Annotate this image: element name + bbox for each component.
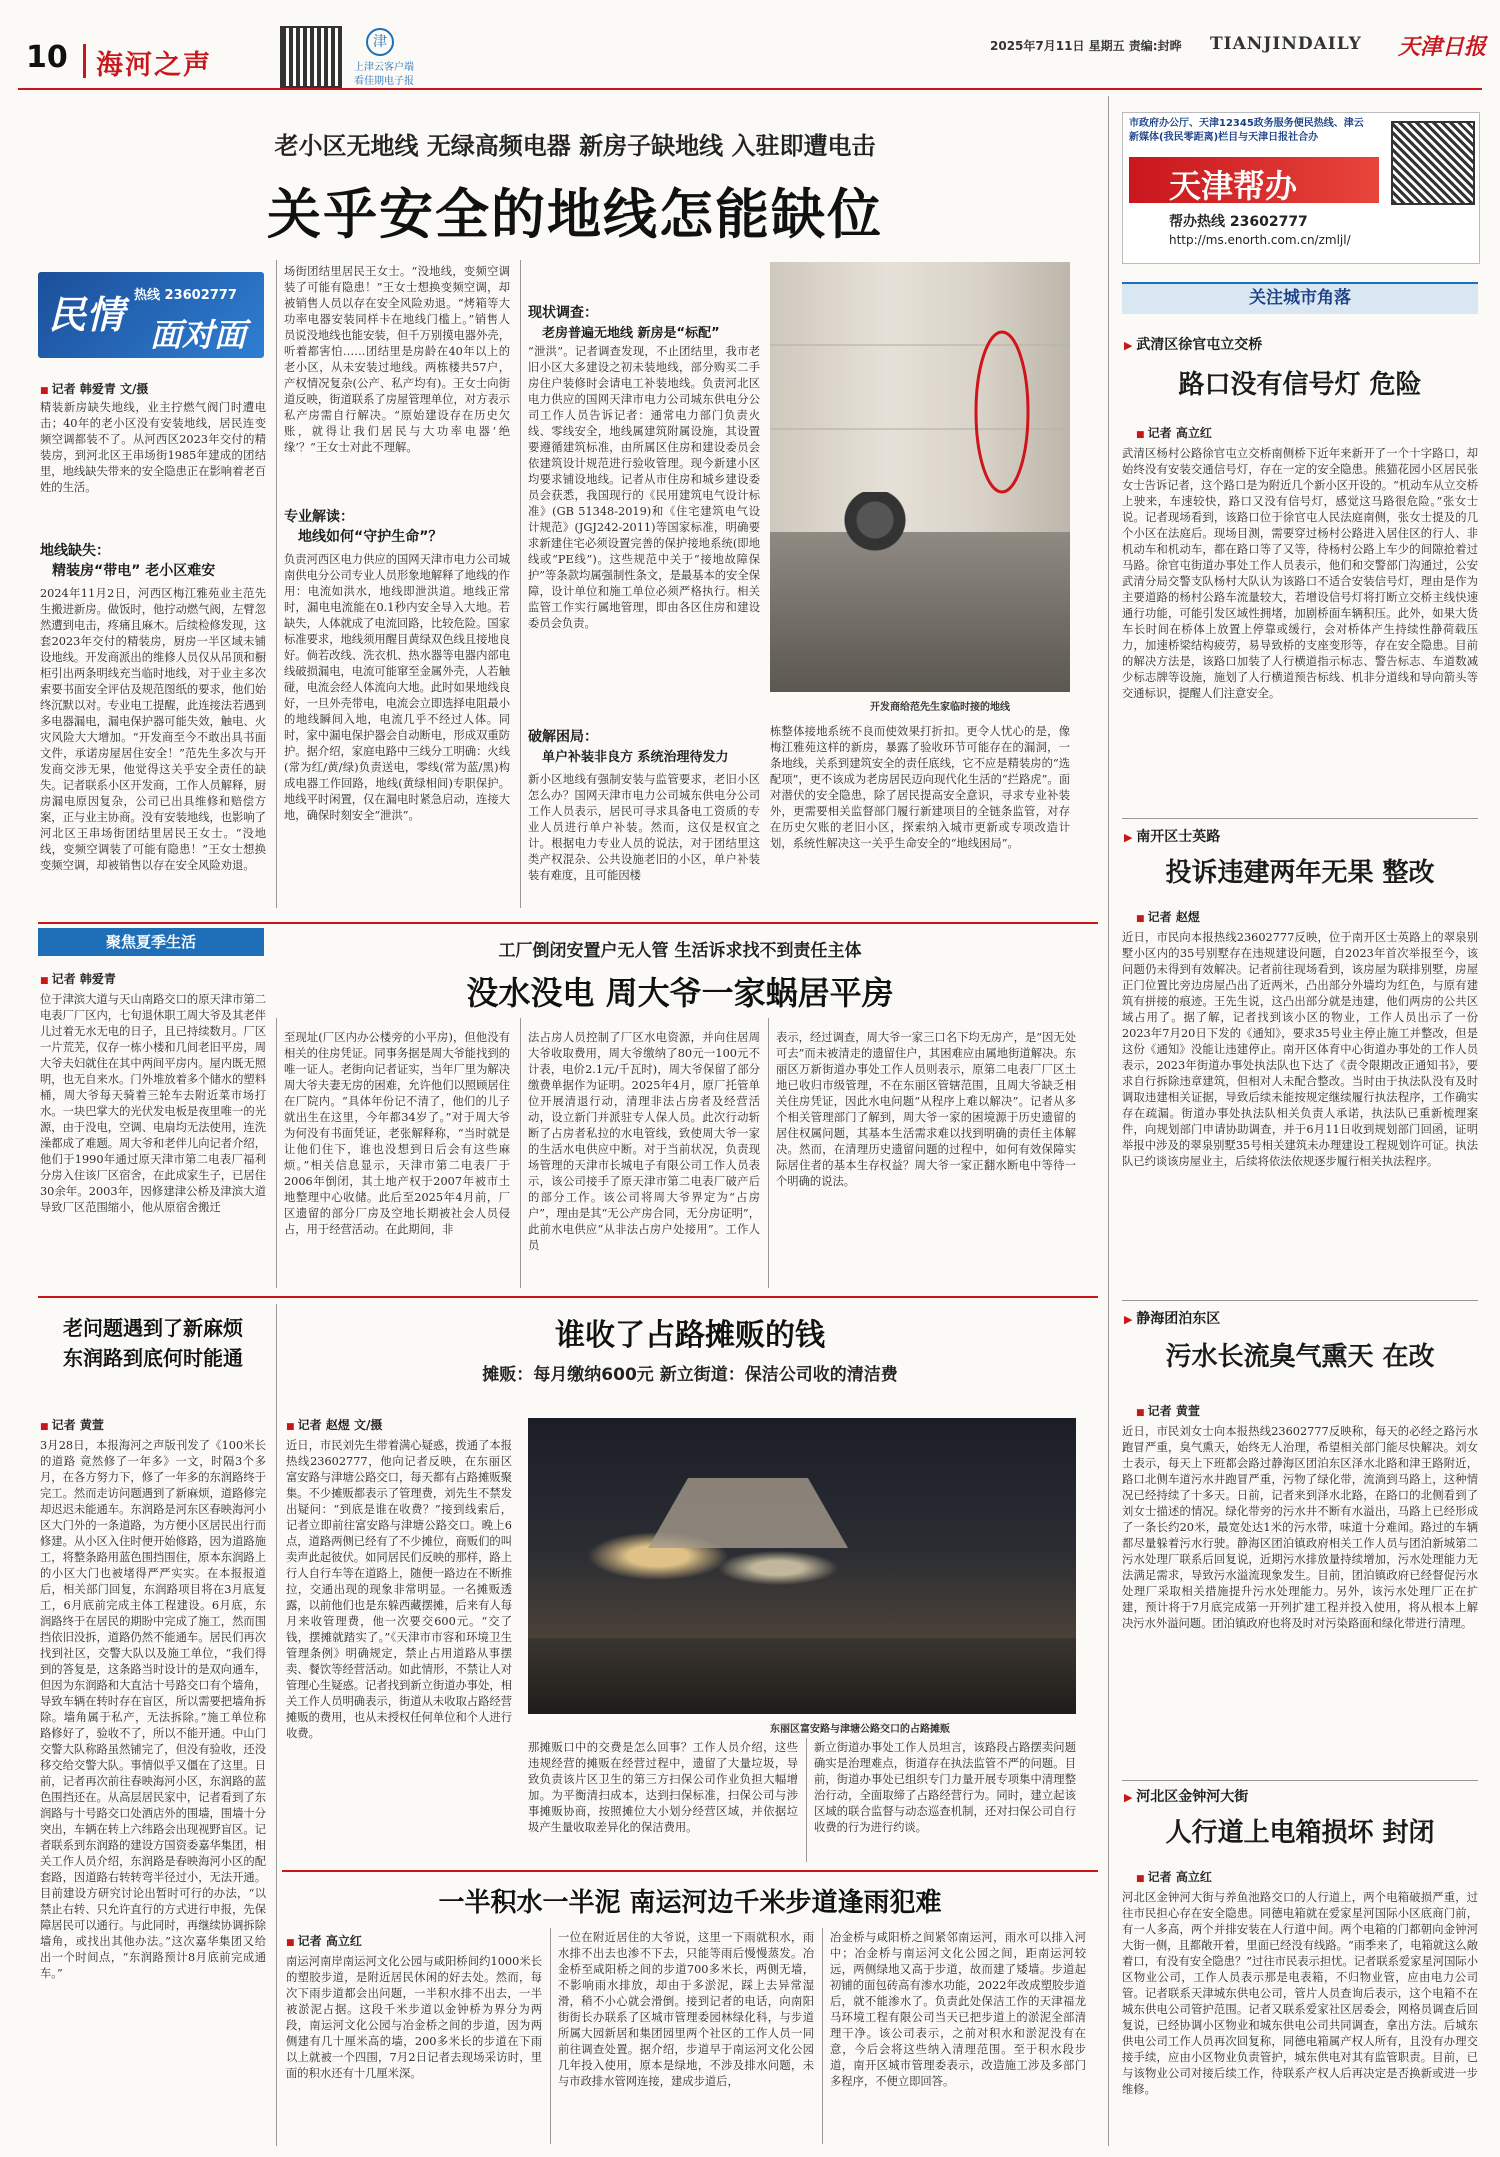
summer-col2: 至现址(厂区内办公楼旁的小平房)，但他没有相关的住房凭证。同事务据是周大爷能找到的唯一证人。老街向记者证实，当年厂里为解决周大爷夫妻无房的困难，允许他们以照顾居住在厂院内。“具体年份记不清了，他们的儿子就出生在这里，今年都34岁了。”对于周大爷为何没有书面凭证，老张解释称，“当时就是让他们住下，谁也没想到日后会有这些麻烦。”相关信息显示，天津市第二电表厂于2006年倒闭，其土地产权于2007年被市土地整理中心收储。此后至2025年4月前，厂区遗留的部分厂房及空地长期被社会人员侵占，用于经营活动。在此期间，非 — [284, 1031, 510, 1236]
section-rule — [38, 922, 1098, 924]
qr-caption-1: 上津云客户端 — [354, 62, 414, 73]
lead-subhead-2b: 地线如何“守护生命”？ — [298, 529, 443, 545]
stall-col2: 那摊贩口中的交费是怎么回事？工作人员介绍，这些违规经营的摊贩在经营过程中，遗留了大量垃圾，导致负责该片区卫生的第三方扫保公司作业负担大幅增加。为平衡清扫成本，达到扫保标准，扫保公司与涉事摊贩协商，按照摊位大小划分经营区域，并依据垃圾产生量收取差异化的保洁费用。 — [528, 1741, 798, 1834]
page-number-divider — [83, 44, 86, 78]
summer-col1: 位于津滨大道与天山南路交口的原天津市第二电表厂厂区内，七旬退休职工周大爷及其老伴儿过着无水无电的日子，且已持续数月。厂区一片荒芜，仅存一栋小楼和几间老旧平房，周大爷夫妇就住在其中两间平房内。屋内既无照明，也无自来水。门外堆放着多个储水的塑料桶，周大爷每天骑着三轮车去附近菜市场打水。一块巴掌大的光伏发电板是夜里唯一的光源，由于没电，空调、电扇均无法使用，连洗澡都成了难题。周大爷和老伴儿向记者介绍，他们于1990年通过原天津市第二电表厂福利分房入住该厂区宿舍，在此成家生子，已居住30余年。2003年，因修建津公桥及津滨大道导致厂区范围缩小，他从原宿舍搬迁 — [40, 993, 266, 1214]
street-vendor-photo-caption: 东丽区富安路与津塘公路交口的占路摊贩 — [770, 1724, 950, 1735]
stall-headline: 谁收了占路摊贩的钱 — [555, 1318, 825, 1353]
lead-headline: 关乎安全的地线怎能缺位 — [267, 183, 883, 246]
summer-headline: 没水没电 周大爷一家蜗居平房 — [466, 974, 894, 1012]
lead-subhead-3b: 老房普遍无地线 新房是“标配” — [542, 326, 720, 341]
photo-stall-tent — [648, 1478, 848, 1548]
bangban-url[interactable]: http://ms.enorth.com.cn/zmljl/ — [1169, 233, 1351, 247]
paper-name-en: TIANJINDAILY — [1210, 34, 1362, 54]
tianjin-bangban-box — [1122, 112, 1480, 264]
lead-col2-top: 场街团结里居民王女士。“没地线，变频空调装了可能有隐患！”王女士想换变频空调，却被销售人员以存在安全风险劝退。“烤箱等大功率电器安装同样卡在地线门槛上。”销售人员说没地线也能安装，但千万别摸电器外壳，听着都害怕……团结里是房龄在40年以上的老小区，从未安装过地线。两栋楼共57户，产权情况复杂(公产、私产均有)。王女士向街道反映，街道联系了房屋管理单位，对方表示私产房需自行解决。“原始建设存在历史欠账，就得让我们居民与大功率电器‘绝缘’？”王女士对此不理解。 — [284, 265, 510, 454]
masthead — [0, 0, 1500, 86]
sidebar-item-byline: ■ 记者 赵煜 — [1136, 908, 1200, 925]
sidebar-item-body: 河北区金钟河大街与养鱼池路交口的人行道上，两个电箱破损严重，过往市民担心存在安全隐患。同德电箱就在爱家星河国际小区底商门前，有一人多高，两个并排安装在人行道中间。两个电箱的门都朝向金钟河大街一侧，且都敞开着，里面已经没有线路。“雨季来了，电箱就这么敞着口，有没有安全隐患？”过往市民表示担忧。记者联系爱家星河国际小区物业公司，工作人员表示那是电表箱，不归物业管，应由电力公司管。记者联系天津城东供电公司，管片人员查询后表示，这个电箱不在城东供电公司管护范围。记者又联系爱家社区居委会，网格员调查后回复说，已经协调小区物业和城东供电公司共同调查，拿出方法。后城东供电公司工作人员再次回复称，同德电箱属产权人所有，且没有办理交接手续，应由小区物业负责管护，城东供电对其有监管职责。目前，已与该物业公司对接后续工作，待联系产权人后再决定是否换新或进一步维修。 — [1122, 1891, 1478, 2096]
stall-col1: 近日，市民刘先生带着满心疑惑，拨通了本报热线23602777，他向记者反映，在东丽区富安路与津塘公路交口，每天都有占路摊贩聚集。不少摊贩都表示了管理费，刘先生不禁发出疑问：“到底是谁在收费？”接到线索后，记者立即前往富安路与津塘公路交口。晚上6点，道路两侧已经有了不少摊位，商贩们的叫卖声此起彼伏。如同居民们反映的那样，路上行人自行车等在道路上，随便一路边在不断推拉，交通出现的现象非常明显。一名摊贩透露，以前他们也是东躲西藏摆摊，后来有人每月来收管理费，他一次要交600元。“交了钱，摆摊就踏实了。”《天津市市容和环境卫生管理条例》明确规定，禁止占用道路从事摆卖、餐饮等经营活动。如此情形，不禁让人对管理心生疑惑。记者找到新立街道办事处，相关工作人员明确表示，街道从未收取占路经营摊贩的费用，也从未授权任何单位和个人进行收费。 — [286, 1439, 512, 1740]
sidebar-item-byline: ■ 记者 高立红 — [1136, 1868, 1212, 1885]
photo-road-surface — [528, 1638, 1076, 1714]
sidebar-item-body: 武清区杨村公路徐官屯立交桥南侧桥下近年来新开了一个十字路口，却始终没有安装交通信号灯，存在一定的安全隐患。熊猫花园小区居民张女士告诉记者，这个路口是为附近几个新小区开设的。“机动车从立交桥上驶来，车速较快，路口又没有信号灯，感觉这马路很危险。”张女士说。记者现场看到，该路口位于徐官屯人民法庭南侧，张女士提及的几个小区在法庭后。现场目测，需要穿过杨村公路进入居住区的行人、非机动车和机动车，都在路口等了又等，待杨村公路上车少的间隙抢着过马路。徐官屯街道办事处工作人员表示，他们和交警部门沟通过，公安武清分局交警支队杨村大队认为该路口不适合安装信号灯，理由是作为主要道路的杨村公路车流量较大，若增设信号灯将打断立交桥主线快速通行功能，可能引发区域性拥堵，加剧桥面车辆积压。此外，如果大货车长时间在桥体上放置上停靠或缓行，会对桥体产生持续性静荷载压力，加速桥梁结构疲劳，易导致桥的支座变形等，存在安全隐患。目前的解决方法是，该路口加装了人行横道指示标志、警告标志、车道数减少标志牌等设施，施划了人行横道预告标线、机非分道线和导向箭头等交通标识，提醒人们注意安全。 — [1122, 447, 1478, 700]
qr-code-image — [280, 26, 342, 88]
canal-col2: 一位在附近居住的大爷说，这里一下雨就积水，雨水排不出去也渗不下去，只能等雨后慢慢蒸发。冶金桥至咸阳桥之间的步道700多米长，两侧无墙，不影响雨水排放，却由于多淤泥，踩上去异常湿滑，稍不小心就会滑倒。接到记者的电话，向南阳街街长办联系了区城市管理委园林绿化科，与步道所属大园新居和集团园里两个社区的工作人员一同前往调查处置。据介绍，步道早于南运河文化公园几年投入使用，原本是绿地，不涉及排水问题，未与市政排水管网连接，建成步道后， — [558, 1931, 814, 2088]
summer-col3: 法占房人员控制了厂区水电资源，并向住居周大爷收取费用，周大爷缴纳了80元一100元不计表，电价2.1元/千瓦时)，周大爷保留了部分缴费单据作为证明。2025年4月，原厂托管单位开展清退行动，清理非法占房者及经营活动，设立新门并派驻专人保人员。此次行动斩断了占房者私拉的水电管线，致使周大爷一家的生活水电供应中断。对于当前状况，负责现场管理的天津市长城电子有限公司工作人员表示，该公司接手了原天津市第二电表厂破产后的部分工作。该公司将周大爷界定为“占房户”，理由是其“无公产房合同，无分房证明”，此前水电供应“从非法占房户处接用”。工作人员 — [528, 1031, 760, 1252]
canal-col3: 冶金桥与咸阳桥之间紧邻南运河，雨水可以排入河中；冶金桥与南运河文化公园之间，距南运河较远，两侧绿地又高于步道，故而建了矮墙。步道起初铺的面包砖高有渗水功能，2022年改成塑胶步道后，就不能渗水了。负责此处保洁工作的天津福龙马环境工程有限公司当天已把步道上的淤泥全部清理干净。该公司表示，之前对积水和淤泥没有在意，今后会将这些纳入清理范围。至于积水段步道，南开区城市管理委表示，改造施工涉及多部门多程序，不便立即回答。 — [830, 1931, 1086, 2088]
badge-title: 面对面 — [150, 316, 247, 354]
section-title: 海河之声 — [96, 50, 212, 81]
canal-headline: 一半积水一半泥 南运河边千米步道逢雨犯难 — [438, 1888, 942, 1918]
paper-logo: 天津日报 — [1398, 34, 1487, 60]
red-circle-annotation — [770, 262, 1070, 692]
lead-subhead-2a: 专业解读： — [284, 509, 354, 525]
sidebar-separator — [1108, 96, 1109, 2146]
lead-subhead-4b: 单户补装非良方 系统治理待发力 — [542, 750, 729, 765]
lead-kicker: 老小区无地线 无绿高频电器 新房子缺地线 入驻即遭电击 — [274, 132, 876, 160]
bangban-title: 天津帮办 — [1169, 167, 1298, 205]
bangban-notice: 市政府办公厅、天津12345政务服务便民热线、津云新媒体(我民零距离)栏目与天津日报社合办 — [1129, 118, 1364, 143]
sidebar-divider — [1122, 1300, 1478, 1301]
summer-col-sep — [768, 1018, 769, 1288]
sidebar-item-body: 近日，市民刘女士向本报热线23602777反映称，每天的必经之路污水跑冒严重，臭气熏天，始终无人治理，希望相关部门能尽快解决。刘女士表示，每天上下班都会路过静海区团泊东区泽水北路和津王路附近，路口北侧车道污水井跑冒严重，污物了绿化带，流淌到马路上，这种情况已经持续了十多天。日前，记者来到泽水北路，在路口的北侧看到了刘女士描述的情况。绿化带旁的污水井不断有水溢出，马路上已经形成了一条长约20米，最宽处达1米的污水带，味道十分难闻。路过的车辆都尽量躲着污水行驶。静海区团泊镇政府相关工作人员与团泊新城第二污水处理厂联系后回复说，近期污水排放量持续增加，污水处理能力无法满足需求，导致污水溢流现象发生。目前，团泊镇政府已经督促污水处理厂采取相关措施提升污水处理能力。另外，该污水处理厂正在扩建，预计将于7月底完成第一开列扩建工程并投入使用，将从根本上解决污水外溢问题。团泊镇政府也将及时对污染路面和绿化带进行清理。 — [1122, 1425, 1478, 1630]
sidebar-item-body: 近日，市民向本报热线23602777反映，位于南开区士英路上的翠泉别墅小区内的35号别墅存在违规建设问题，自2023年首次举报至今，该问题仍未得到有效解决。记者前往现场看到，该房屋为联排别墅，房屋正门位置比旁边房屋凸出了近两米，凸出部分外墙均为红色，与原有建筑有拼接的痕迹。王先生说，这凸出部分就是违建，他们两房的公共区域占用了。据了解，记者找到该小区的物业，工作人员出示了一份2023年7月20日下发的《通知》，要求35号业主停止施工并整改，但是这份《通知》没能让违建停止。南开区体育中心街道办事处的工作人员表示，2023年街道办事处执法队也下达了《责令限期改正通知书》，要求自行拆除违章建筑，但相对人未配合整改。当时由于执法队没有及时调取违建相关证据，导致后续未能按规定继续履行执法程序，工作确实存在疏漏。街道办事处执法队相关负责人承诺，执法队已重新梳理案件，向规划部门申请协助调查，并于6月11日收到规划部门回函，证明举报中涉及的翠泉别墅35号相关建筑未办理建设工程规划许可证。执法队已约谈该房屋业主，后续将依法依规逐步履行相关执法程序。 — [1122, 931, 1478, 1168]
roads-headline-1: 老问题遇到了新麻烦 — [63, 1316, 243, 1340]
sidebar-item-title: 污水长流臭气熏天 在改 — [1165, 1342, 1435, 1372]
canal-col1: 南运河南岸南运河文化公园与咸阳桥间约1000米长的塑胶步道，是附近居民休闲的好去处。然而，每次下雨步道都会出问题，一半积水排不出去，一半被淤泥占据。这段千米步道以金钟桥为界分为两段，南运河文化公园与冶金桥之间的步道，因为两侧建有几十厘米高的墙，200多米长的步道在下雨以上就被一个四围，7月2日记者去现场采访时，里面的积水还有十几厘米深。 — [286, 1955, 542, 2080]
canal-col-sep — [822, 1928, 823, 2144]
stall-subhead: 摊贩：每月缴纳600元 新立街道：保洁公司收的清洁费 — [482, 1365, 898, 1385]
sidebar-item-location: ▶ 南开区士英路 — [1124, 826, 1220, 846]
page-number: 10 — [26, 40, 68, 75]
stall-byline: ■ 记者 赵煜 文/摄 — [286, 1416, 382, 1433]
lead-col-sep-1 — [276, 260, 277, 908]
sidebar-divider — [1122, 818, 1478, 819]
stall-col-sep — [806, 1738, 807, 1862]
city-corner-band — [1122, 282, 1478, 314]
sidebar-item-title: 路口没有信号灯 危险 — [1178, 370, 1422, 400]
summer-col4: 表示，经过调查，周大爷一家三口名下均无房产，是“因无处可去”而未被清走的遗留住户，其困难应由属地街道解决。东丽区万新街道办事处工作人员则表示，原第二电表厂厂区土地已收归市级管理，不在东丽区管辖范围，且周大爷缺乏相关住房凭证，因此水电问题“从程序上难以解决”。记者从多个相关管理部门了解到，周大爷一家的困境源于历史遗留的居住权属问题，其基本生活需求难以找到明确的责任主体解决。然而，在清理历史遗留问题的过程中，如何有效保障实际居住者的基本生存权益？周大爷一家正翻水断电中等待一个明确的说法。 — [776, 1031, 1076, 1188]
summer-byline: ■ 记者 韩爱青 — [40, 970, 116, 987]
sidebar-item-byline: ■ 记者 高立红 — [1136, 424, 1212, 441]
roads-body: 3月28日，本报海河之声版刊发了《100米长的道路 竟然修了一年多》一文，时隔3个多月，在各方努力下，修了一年多的东润路终于完工。然而走访问题遇到了新麻烦，道路修完却迟迟未能通车。东润路是河东区春映海河小区大门外的一条道路，为方便小区居民出行而修建。从小区入住时便开始修路，因为道路施工，将整条路用蓝色围挡围住，原本东润路上的小区大门也被堵得严严实实。在本报报道后，相关部门回复，东润路项目将在3月底复工，6月底前完成主体工程建设。6月底，东润路终于在居民的期盼中完成了施工，然而围挡依旧没拆，道路仍然不能通车。居民们再次找到社区，交警大队以及施工单位，“我们得到的答复是，这条路当时设计的是双向通车，但因为东润路和大直沽十号路交口有个墙角，导致车辆在转时存在盲区，所以需要把墙角拆除。墙角属于私产，无法拆除。”施工单位称路修好了，验收不了，所以不能开通。中山门交警大队称路虽然铺完了，但没有验收，还没移交给交警大队。事情似乎又僵在了这里。日前，记者再次前往春映海河小区，东润路的蓝色围挡还在。从高层居民家中，记者看到了东润路与十号路交口处酒店外的围墙，围墙十分突出，车辆在转上六纬路会出现视野盲区。记者联系到东润路的建设方国资委嘉华集团，相关工作人员介绍，东润路是春映海河小区的配套路，因道路右转转弯半径过小，无法开通。目前建设方研究讨论出暂时可行的办法，“以禁止右转、只允许直行的方式进行申报，先保障居民可以通行。与此同时，再继续协调拆除墙角，或找出其他办法。”这次嘉华集团又给出一个时间点，“东润路预计8月底前完成通车。” — [40, 1439, 266, 1980]
lead-col4-body: 栋整体接地系统不良而使效果打折扣。更令人忧心的是，像梅江雅苑这样的新房，暴露了验收环节可能存在的漏洞，一条地线，关系到建筑安全的责任底线，它不应是精装房的“选配项”，更不该成为老房居民迈向现代化生活的“拦路虎”。面对潜伏的安全隐患，除了居民提高安全意识，寻求专业补装外，更需要相关监督部门履行新建项目的全链条监管，对存在历史欠账的老旧小区，探索纳入城市更新或专项改造计划，系统性解决这一关乎生命安全的“地线困局”。 — [770, 725, 1070, 850]
badge-brand: 民情 — [48, 292, 125, 337]
app-logo-icon: 津 — [366, 28, 394, 56]
street-vendor-photo — [528, 1418, 1076, 1714]
stall-col3: 新立街道办事处工作人员坦言，该路段占路摆卖问题确实是治理难点，街道存在执法监管不严的问题。目前，街道办事处已组织专门力量开展专项集中清理整治行动，全面取缔了占路经营行为。同时，建立起该区域的联合监督与动态巡查机制，还对扫保公司自行收费的行为进行约谈。 — [814, 1741, 1076, 1834]
lead-col1-body: 2024年11月2日，河西区梅江雅苑业主范先生搬进新房。做饭时，他拧动燃气阀，左臂忽然遭到电击，疼痛且麻木。后续检修发现，这套2023年交付的精装房，厨房一半区域未铺设地线。开发商派出的维修人员仅从吊顶和橱柜引出两条明线充当临时地线，对于业主多次索要书面安全评估及规范图纸的要求，他们始终沉默以对。专业电工提醒，此连接法若遇到多电器漏电，漏电保护器可能失效，触电、火灾风险大大增加。“开发商至今不敢出具书面文件，承诺房屋居住安全！”范先生多次与开发商交涉无果，他觉得这关乎安全责任的缺失。记者联系小区开发商，工作人员解释，厨房漏电原因复杂，公司已出具维修和赔偿方案，正与业主协商。没有安装地线，也影响了河北区王串场街团结里居民王女士。“没地线，变频空调装了可能有隐患！”王女士想换变频空调，却被销售以存在安全风险劝退。 — [40, 587, 266, 872]
date-line: 2025年7月11日 星期五 责编:封晔 — [990, 39, 1182, 53]
lead-col1-intro: 精装新房缺失地线，业主拧燃气阀门时遭电击；40年的老小区没有安装地线，居民连变频空调都装不了。从河西区2023年交付的精装房，到河北区王串场街1985年建成的团结里，地线缺失带来的安全隐患正在影响着老百姓的生活。 — [40, 401, 266, 494]
summer-band-label: 聚焦夏季生活 — [105, 933, 196, 951]
lead-col3b-body: 新小区地线有强制安装与监管要求，老旧小区怎么办？国网天津市电力公司城东供电分公司工作人员表示，居民可寻求具备电工资质的专业人员进行单户补装。然而，这仅是权宜之计。根据电力专业人员的说法，对于团结里这类产权混杂、公共设施老旧的小区，单户补装装有难度，且可能因楼 — [528, 773, 760, 882]
sidebar-divider — [1122, 1780, 1478, 1781]
sidebar-item-byline: ■ 记者 黄萱 — [1136, 1402, 1200, 1419]
summer-col-sep — [276, 1018, 277, 1288]
sidebar-item-title: 人行道上电箱损坏 封闭 — [1165, 1818, 1435, 1848]
sidebar-item-location: ▶ 武清区徐官屯立交桥 — [1124, 334, 1262, 354]
summer-col-sep — [520, 1018, 521, 1288]
sidebar-item-location: ▶ 静海团泊东区 — [1124, 1308, 1220, 1328]
canal-col-sep — [550, 1928, 551, 2144]
lead-col2-body: 负责河西区电力供应的国网天津市电力公司城南供电分公司专业人员形象地解释了地线的作用：电流如洪水，地线即泄洪道。地线正常时，漏电电流能在0.1秒内安全导入大地。若缺失，人体就成了电流回路，比较危险。国家标准要求，地线须用醒目黄绿双色线且接地良好。倘若改线、洗衣机、热水器等电器内部电线破损漏电，电流可能窜至金属外壳，人若触碰，电流会经人体流向大地。此时如果地线良好，一旦外壳带电，电流会立即选择电阻最小的地线瞬间入地，电流几乎不经过人体。同时，家中漏电保护器会自动断电，形成双重防护。据介绍，家庭电路中三线分工明确：火线(常为红/黄/绿)负责送电，零线(常为蓝/黑)构成电器工作回路，地线(黄绿相间)专职保护。地线平时闲置，仅在漏电时紧急启动，连接大地，确保时刻安全“泄洪”。 — [284, 553, 510, 822]
summer-band — [38, 928, 264, 956]
ground-wire-photo-caption: 开发商给范先生家临时接的地线 — [870, 702, 1010, 713]
lead-byline: ■ 记者 韩爱青 文/摄 — [40, 380, 148, 397]
masthead-rule — [18, 88, 1482, 90]
lead-subhead-3a: 现状调查： — [528, 305, 598, 321]
bangban-qr-code-image — [1391, 121, 1475, 205]
roads-headline-2: 东润路到底何时能通 — [63, 1346, 243, 1370]
section-rule — [282, 1870, 1098, 1872]
lead-col3-body: “泄洪”。记者调查发现，不止团结里，我市老旧小区大多建设之初未装地线，部分购买二手房住户装修时会请电工补装地线。负责河北区电力供应的国网天津市电力公司城东供电分公司工作人员告诉记者：通常电力部门负责火线、零线安全，地线属建筑附属设施，其设置要遵循建筑标准，由所属区住房和建设委员会依建筑设计规范进行验收管理。现今新建小区均要求铺设地线。记者从市住房和城乡建设委员会获悉，我国现行的《民用建筑电气设计标准》(GB 51348-2019)和《住宅建筑电气设计规范》(JGJ242-2011)等国家标准，明确要求新建住宅必须设置完善的保护接地系统(即地线或“PE线”)。这些规范中关于“接地故障保护”等条款均属强制性条文，是最基本的安全保障，设计单位和施工单位必须严格执行。相关监管工作实行属地管理，即由各区住房和建设委员会负责。 — [528, 345, 760, 630]
lead-subhead-1a: 地线缺失： — [40, 543, 110, 559]
badge-hotline: 热线 23602777 — [134, 288, 237, 303]
roads-col-sep — [276, 1304, 277, 2146]
lead-subhead-1b: 精装房“带电” 老小区难安 — [52, 563, 216, 579]
sidebar-item-location: ▶ 河北区金钟河大街 — [1124, 1786, 1248, 1806]
summer-kicker: 工厂倒闭安置户无人管 生活诉求找不到责任主体 — [498, 941, 862, 961]
lead-subhead-4a: 破解困局： — [528, 729, 598, 745]
canal-byline: ■ 记者 高立红 — [286, 1932, 362, 1949]
lead-col-sep-2 — [520, 260, 521, 908]
bangban-hotline: 帮办热线 23602777 — [1169, 214, 1308, 230]
minqing-badge — [38, 272, 264, 358]
roads-byline: ■ 记者 黄萱 — [40, 1416, 104, 1433]
sidebar-item-title: 投诉违建两年无果 整改 — [1165, 858, 1435, 888]
qr-caption-2: 看佳期电子报 — [354, 76, 414, 87]
ground-wire-photo — [770, 262, 1070, 692]
section-rule — [38, 1296, 1098, 1298]
city-corner-band-label: 关注城市角落 — [1249, 288, 1351, 308]
